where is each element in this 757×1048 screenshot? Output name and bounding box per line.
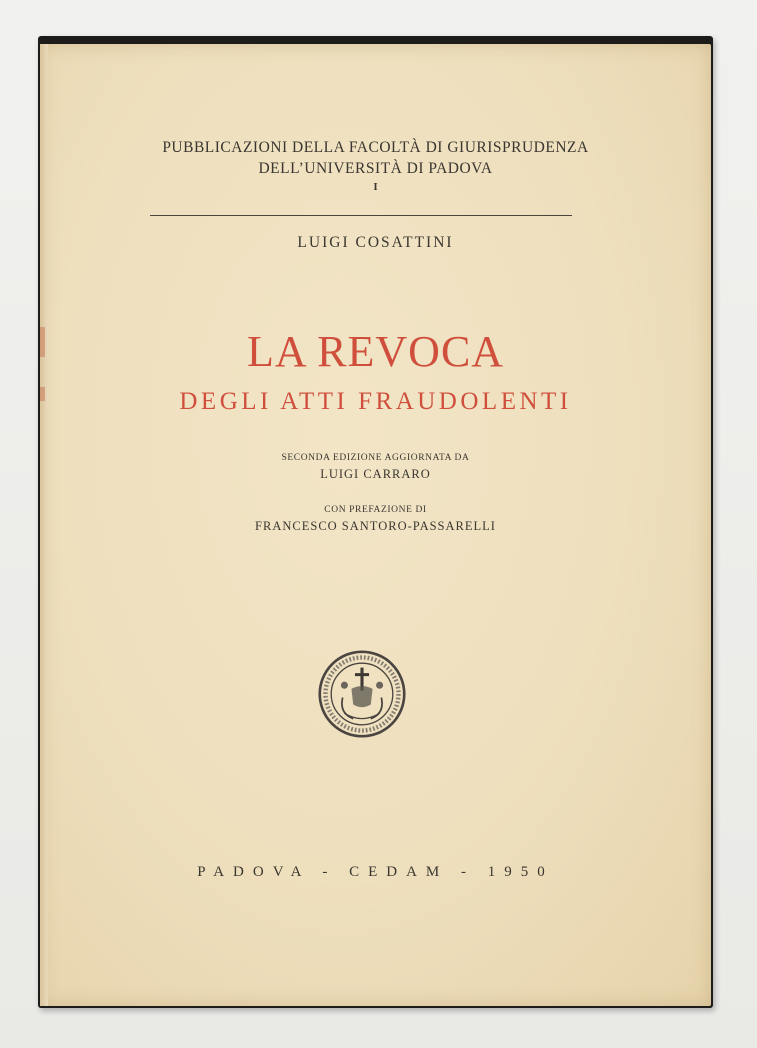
edition-block — [40, 451, 711, 483]
imprint: PADOVA - CEDAM - 1950 — [197, 864, 554, 880]
series-number: I — [373, 181, 378, 193]
edition-label: SECONDA EDIZIONE AGGIORNATA DA — [281, 453, 470, 463]
series-line-1: PUBBLICAZIONI DELLA FACOLTÀ DI GIURISPRUDENZA — [162, 139, 589, 156]
preface-author: FRANCESCO SANTORO-PASSARELLI — [255, 519, 496, 533]
preface-label: CON PREFAZIONE DI — [324, 505, 427, 515]
edition-editor: LUIGI CARRARO — [320, 467, 431, 481]
series-heading — [40, 137, 711, 195]
book-subtitle: DEGLI ATTI FRAUDOLENTI — [179, 388, 572, 415]
university-seal-icon — [318, 650, 406, 738]
heading-rule — [150, 215, 572, 216]
author-name: LUIGI COSATTINI — [297, 234, 454, 251]
book — [38, 36, 713, 1008]
book-cover — [40, 44, 711, 1006]
book-title: LA REVOCA — [246, 327, 505, 376]
preface-block — [40, 503, 711, 535]
series-line-2: DELL’UNIVERSITÀ DI PADOVA — [258, 160, 493, 177]
